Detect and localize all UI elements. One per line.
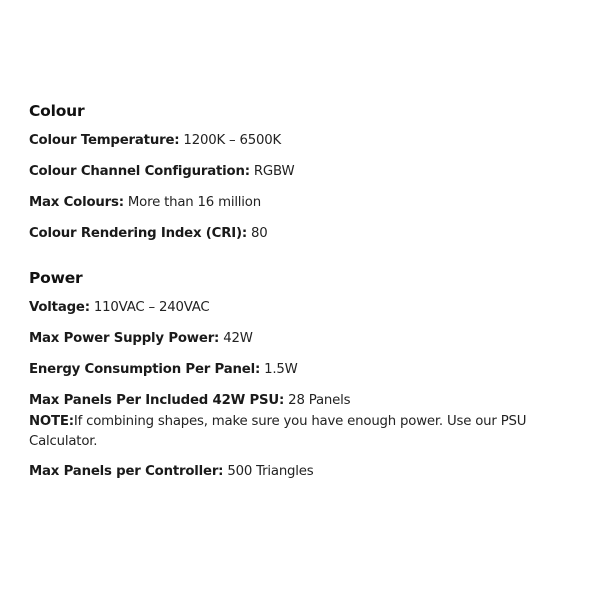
spec-label: Colour Rendering Index (CRI): bbox=[29, 226, 248, 241]
spec-label: Energy Consumption Per Panel: bbox=[29, 362, 261, 377]
spec-value: 28 Panels bbox=[284, 393, 351, 408]
spec-value: RGBW bbox=[249, 164, 295, 179]
spec-max-power-supply-power bbox=[29, 330, 589, 348]
spec-max-panels-per-psu bbox=[29, 392, 589, 410]
note-label: NOTE: bbox=[29, 414, 74, 429]
spec-value: 110VAC – 240VAC bbox=[89, 300, 210, 315]
spec-max-panels-per-controller bbox=[29, 463, 589, 481]
spec-value: 500 Triangles bbox=[223, 464, 314, 479]
spec-colour-rendering-index bbox=[29, 225, 589, 243]
spec-value: 1200K – 6500K bbox=[179, 133, 282, 148]
spec-label: Colour Channel Configuration: bbox=[29, 164, 250, 179]
spec-label: Max Panels Per Included 42W PSU: bbox=[29, 393, 285, 408]
spec-label: Max Power Supply Power: bbox=[29, 331, 220, 346]
psu-note bbox=[29, 412, 589, 452]
spec-value: 80 bbox=[247, 226, 268, 241]
spec-content bbox=[29, 100, 589, 494]
colour-heading: Colour bbox=[29, 102, 85, 120]
section-spacer bbox=[29, 256, 589, 267]
spec-colour-temperature bbox=[29, 132, 589, 150]
spec-max-colours bbox=[29, 194, 589, 212]
power-heading: Power bbox=[29, 269, 83, 287]
spec-energy-consumption-per-panel bbox=[29, 361, 589, 379]
colour-section bbox=[29, 100, 589, 243]
power-section bbox=[29, 267, 589, 481]
spec-value: 42W bbox=[219, 331, 253, 346]
note-text: If combining shapes, make sure you have enough power. Use our PSU Calculator. bbox=[29, 414, 527, 449]
spec-label: Voltage: bbox=[29, 300, 90, 315]
spec-label: Max Panels per Controller: bbox=[29, 464, 224, 479]
spec-value: 1.5W bbox=[260, 362, 298, 377]
spec-label: Max Colours: bbox=[29, 195, 124, 210]
spec-colour-channel-configuration bbox=[29, 163, 589, 181]
spec-voltage bbox=[29, 299, 589, 317]
spec-label: Colour Temperature: bbox=[29, 133, 180, 148]
spec-value: More than 16 million bbox=[123, 195, 261, 210]
